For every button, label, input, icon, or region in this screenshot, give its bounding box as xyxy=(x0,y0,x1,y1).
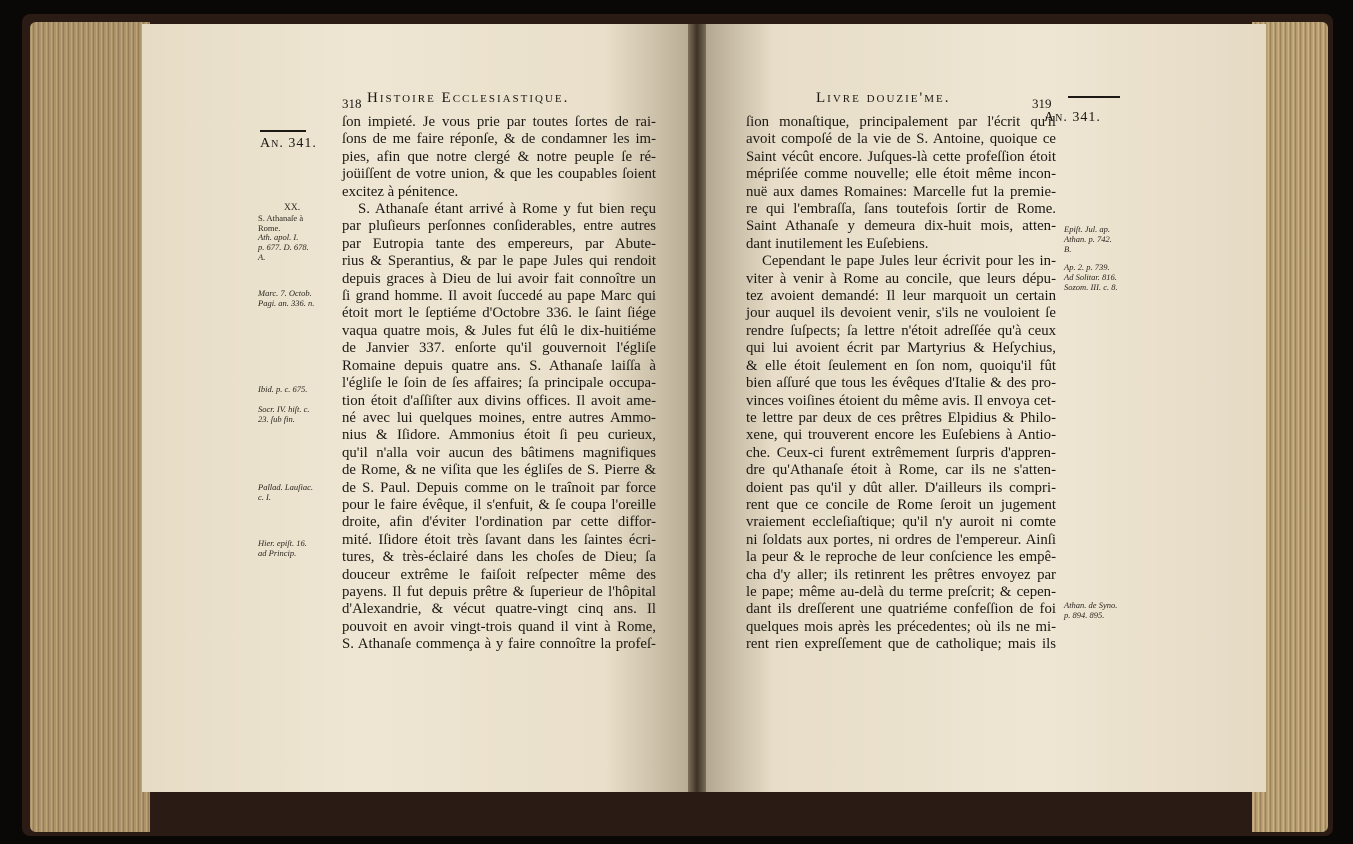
text-line: de Rome, & ne viſita que les égliſes de S. Pierre & xyxy=(342,462,656,479)
text-line: joüiſſent de votre union, & que les coupables ſoient xyxy=(342,166,656,183)
text-line: pies, afin que notre clergé & notre peuple ſe ré- xyxy=(342,148,656,165)
text-line: ſons de me faire réponſe, & de condamner les im- xyxy=(342,131,656,148)
text-line: cha d'y aller; ils retinrent les prêtres envoyez par xyxy=(746,566,1056,583)
text-line: rendre ſuſpects; ſa lettre n'étoit adreſſée qu'à ceux xyxy=(746,322,1056,339)
margin-note-line: S. Athanaſe à xyxy=(258,213,304,223)
margin-note-line: p. 894. 895. xyxy=(1064,610,1105,620)
text-line: bien aſſuré que tous les évêques d'Italie & des pro- xyxy=(746,375,1056,392)
text-line: depuis graces à Dieu de lui avoir fait connoître un xyxy=(342,270,656,287)
text-line: d'Alexandrie, & vécut quatre-vingt cinq ans. Il xyxy=(342,601,656,618)
margin-note-line: Rome. xyxy=(258,223,281,233)
margin-note xyxy=(258,288,314,308)
right-page xyxy=(706,24,1266,792)
text-line: Saint Athanaſe y demeura dix-huit mois, atten- xyxy=(746,218,1056,235)
margin-note-line: ad Princip. xyxy=(258,548,297,558)
text-line: te lettre par deux de ces prêtres Elpidius & Philo- xyxy=(746,409,1056,426)
text-line: ſon impieté. Je vous prie par toutes ſortes de rai- xyxy=(342,114,656,130)
margin-note-line: Ad Solitar. 816. xyxy=(1064,272,1117,282)
text-line: tion étoit d'aſſiſter aux divins offices. Il avoit ame- xyxy=(342,392,656,409)
margin-note-line: Ibid. p. c. 675. xyxy=(258,384,308,394)
text-line: dant inutilement les Euſebiens. xyxy=(746,235,929,252)
text-line: che. Ceux-ci furent extrêmement ſurpris d'appren- xyxy=(746,444,1056,461)
text-line: nius & Iſidore. Ammonius étoit ſi peu curieux, xyxy=(342,427,656,444)
text-line: le pape; même au-delà du terme preſcrit; & cepen- xyxy=(746,583,1056,600)
text-line: xene, qui trouverent encore les Euſebiens à Antio- xyxy=(746,427,1056,444)
text-line: par pluſieurs perſonnes conſiderables, entre autres xyxy=(342,218,656,235)
margin-note-line: Epiſt. Jul. ap. xyxy=(1064,224,1111,234)
margin-note xyxy=(258,482,313,502)
left-running-head: Histoire Ecclesiastique. xyxy=(367,90,570,106)
text-line: avoit compoſé de la vie de S. Antoine, quoique ce xyxy=(746,131,1056,148)
margin-note-line: Socr. IV. hiſt. c. xyxy=(258,404,310,414)
left-page xyxy=(142,24,688,792)
right-page-number: 319 xyxy=(1032,96,1052,111)
text-line: jour auquel ils devoient venir, s'ils ne vouloient ſe xyxy=(746,305,1056,322)
margin-note-line: 23. ſub fin. xyxy=(258,414,295,424)
margin-note xyxy=(1064,262,1118,292)
text-line: tures, & très-éclairé dans les choſes de Dieu; ſa xyxy=(342,549,656,566)
text-line: né avec lui quelques moines, entre autres Ammo- xyxy=(342,409,656,426)
text-line: rent que ce concile de Rome ſeroit un jugement xyxy=(746,496,1056,513)
text-line: droite, afin d'éviter l'ordination par cette diffor- xyxy=(342,514,656,531)
text-line: par Eutropia tante des empereurs, par Abute- xyxy=(342,235,656,252)
margin-note-line: Ath. apol. I. xyxy=(258,232,299,242)
text-line: qui lui avoient écrit par Martyrius & Heſychius, xyxy=(746,340,1056,357)
right-year-label: An. 341. xyxy=(1044,110,1101,125)
text-line: S. Athanaſe commença à y faire connoître la profeſ- xyxy=(342,636,656,653)
margin-note-line: p. 677. D. 678. xyxy=(258,242,309,252)
text-line: tez avoient demandé: Il leur marquoit un certain xyxy=(746,288,1056,305)
text-line: vinces voiſines étoient du même avis. Il envoya cet- xyxy=(746,392,1056,409)
left-year-label: An. 341. xyxy=(260,136,317,151)
left-year-rule xyxy=(260,130,306,132)
text-line: S. Athanaſe étant arrivé à Rome y fut bien reçu xyxy=(358,201,656,218)
text-line: viter à venir à Rome au concile, que leurs dépu- xyxy=(746,270,1056,287)
margin-note xyxy=(1064,600,1117,620)
margin-note-line: Athan. p. 742. xyxy=(1064,234,1112,244)
text-line: nuë aux dames Romaines: Marcelle fut la premie- xyxy=(746,183,1056,200)
text-line: rius & Sperantius, & par le pape Jules qui rendoit xyxy=(342,253,656,270)
book-gutter xyxy=(688,24,706,792)
margin-note xyxy=(258,538,307,558)
text-line: de S. Paul. Depuis comme on le traînoit par force xyxy=(342,479,656,496)
text-line: quelques mois après les précedentes; où ils ne mi- xyxy=(746,618,1056,635)
text-line: pour le faire évêque, il s'enfuit, & ſe coupa l'oreille xyxy=(342,496,656,513)
margin-note-line: Pagi. an. 336. n. xyxy=(258,298,315,308)
margin-note-line: A. xyxy=(258,252,266,262)
text-line: qu'il n'alla voir aucun des bâtimens magnifiques xyxy=(342,444,656,461)
margin-note xyxy=(258,203,303,233)
text-line: pouvoit en avoir vingt-trois quand il vint à Rome, xyxy=(342,618,656,635)
right-running-head: Livre douzie'me. xyxy=(816,90,951,106)
text-line: de Janvier 337. enſorte qu'il gouvernoit l'égliſe xyxy=(342,340,656,357)
left-body-text xyxy=(342,114,656,654)
text-line: la peur & le reproche de leur conſcience les empê- xyxy=(746,549,1056,566)
margin-note-line: XX. xyxy=(284,203,301,213)
text-line: dant ils dreſſerent une quatriéme confeſſion de foi xyxy=(746,601,1056,618)
right-body-text xyxy=(746,114,1056,654)
text-line: Romaine depuis quatre ans. S. Athanaſe laiſſa à xyxy=(342,357,656,374)
text-line: doient pas qu'il y dût aller. D'ailleurs ils compri- xyxy=(746,479,1056,496)
text-line: douceur extrême le faiſoit reſpecter même des xyxy=(342,566,656,583)
text-line: rent rien expreſſement que de catholique; mais ils xyxy=(746,636,1056,653)
margin-note-line: Sozom. III. c. 8. xyxy=(1064,282,1118,292)
margin-note xyxy=(258,232,309,262)
text-line: vraiement eccleſiaſtique; qu'il n'y auroit ni comte xyxy=(746,514,1056,531)
margin-note-line: Pallad. Lauſiac. xyxy=(258,482,314,492)
margin-note xyxy=(1064,224,1112,254)
margin-note-line: Ap. 2. p. 739. xyxy=(1064,262,1110,272)
text-line: dre qu'Athanaſe étoit à Rome, car ils ne s'atten- xyxy=(746,462,1056,479)
left-page-number: 318 xyxy=(342,96,362,111)
text-line: ſion monaſtique, principalement par l'écrit qu'il xyxy=(746,114,1056,130)
margin-note xyxy=(258,404,310,424)
text-line: mépriſée comme nouvelle; elle étoit même incon- xyxy=(746,166,1056,183)
text-line: vaqua quatre mois, & Jules fut élû le dix-huitiéme xyxy=(342,322,656,339)
text-line: & elle étoit ſeulement en ſon nom, quoiqu'il fût xyxy=(746,357,1056,374)
margin-note xyxy=(258,384,307,394)
margin-note-line: Marc. 7. Octob. xyxy=(258,288,312,298)
text-line: Saint vécût encore. Juſques-là cette profeſſion étoit xyxy=(746,148,1056,165)
margin-note-line: B. xyxy=(1064,244,1072,254)
text-line: re qui l'embraſſa, ſans toutefois ſortir de Rome. xyxy=(746,201,1056,218)
margin-note-line: Hier. epiſt. 16. xyxy=(258,538,307,548)
text-line: mité. Iſidore étoit très ſavant dans les ſaintes écri- xyxy=(342,531,656,548)
text-line: Cependant le pape Jules leur écrivit pour les in- xyxy=(762,253,1056,270)
text-line: ſi grand homme. Il avoit ſuccedé au pape Marc qui xyxy=(342,288,656,305)
text-line: payens. Il fut depuis prêtre & ſuperieur de l'hôpital xyxy=(342,583,656,600)
text-line: l'égliſe le ſoin de ſes affaires; ſa principale occupa- xyxy=(342,375,656,392)
right-year-rule xyxy=(1068,96,1120,98)
text-line: étoit mort le ſeptiéme d'Octobre 336. le ſaint ſiége xyxy=(342,305,656,322)
margin-note-line: c. I. xyxy=(258,492,271,502)
text-line: excitez à pénitence. xyxy=(342,183,459,200)
page-edges-left xyxy=(30,22,150,832)
text-line: ni ſoldats aux portes, ni ordres de l'empereur. Ainſi xyxy=(746,531,1056,548)
margin-note-line: Athan. de Syno. xyxy=(1064,600,1118,610)
